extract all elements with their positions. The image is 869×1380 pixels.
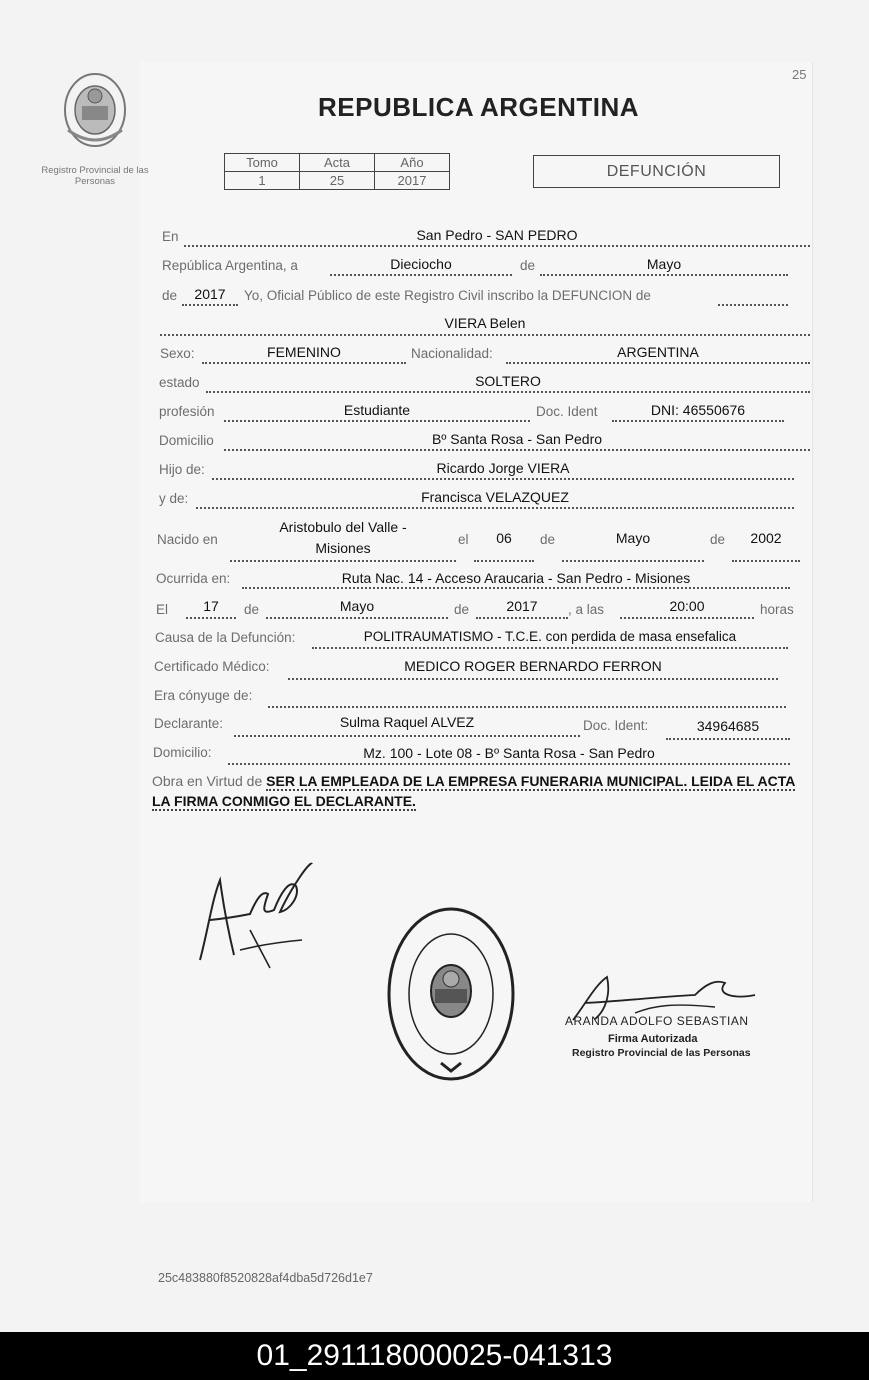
label-estado: estado (159, 375, 200, 390)
obra-value: SER LA EMPLEADA DE LA EMPRESA FUNERARIA MUNICIPAL. LEIDA EL ACTA LA FIRMA CONMIGO EL DECLARANTE. (152, 773, 796, 809)
dotted-line (732, 560, 800, 562)
dotted-line (212, 478, 794, 480)
label-profesion: profesión (159, 404, 215, 419)
acta-value: 25 (300, 172, 375, 190)
dotted-line (234, 735, 580, 737)
dotted-line (230, 560, 456, 562)
label-obra: Obra en Virtud de (152, 773, 263, 789)
label-republica: República Argentina, a (162, 258, 298, 273)
nac-mes-value: Mayo (615, 530, 651, 546)
dotted-line (242, 587, 790, 589)
dotted-line (182, 304, 238, 306)
label-domicilio: Domicilio (159, 433, 214, 448)
madre-value: Francisca VELAZQUEZ (421, 489, 569, 505)
label-de: de (454, 602, 470, 617)
nac-anio-value: 2002 (750, 530, 782, 546)
label-y-de: y de: (159, 491, 189, 506)
official-stamp (385, 905, 517, 1083)
column-header: Acta (300, 154, 375, 172)
hora-value: 20:00 (669, 598, 705, 614)
nac-dia-value: 06 (496, 530, 512, 546)
tomo-acta-anio-table (224, 153, 450, 190)
def-mes-value: Mayo (339, 598, 375, 614)
signer-name: ARANDA ADOLFO SEBASTIAN (565, 1014, 749, 1028)
dia-value: Dieciocho (390, 256, 452, 272)
dotted-line (330, 274, 512, 276)
doc-value: DNI: 46550676 (650, 402, 746, 418)
mes-value: Mayo (646, 256, 682, 272)
padre-value: Ricardo Jorge VIERA (436, 460, 570, 476)
document-hash: 25c483880f8520828af4dba5d726d1e7 (158, 1271, 373, 1285)
dotted-line (206, 391, 810, 393)
label-nacido-en: Nacido en (157, 532, 218, 547)
dotted-line (196, 507, 794, 509)
dotted-line (506, 362, 810, 364)
profesion-value: Estudiante (343, 402, 411, 418)
anio-value: 2017 (194, 286, 226, 302)
label-ocurrida-en: Ocurrida en: (156, 571, 231, 586)
dotted-line (540, 274, 788, 276)
declarante-domicilio-value: Mz. 100 - Lote 08 - Bº Santa Rosa - San Pedro (363, 745, 655, 761)
dotted-line (228, 763, 790, 765)
dotted-line (186, 617, 236, 619)
registry-label: Registro Provincial de las Personas (41, 165, 149, 187)
obra-en-virtud (152, 771, 812, 811)
signer-office: Registro Provincial de las Personas (572, 1047, 751, 1059)
dotted-line (160, 334, 810, 336)
column-header: Tomo (225, 154, 300, 172)
label-sexo: Sexo: (160, 346, 195, 361)
dotted-line (666, 738, 790, 740)
dotted-line (562, 560, 704, 562)
deceased-name: VIERA Belen (444, 315, 526, 331)
declarante-value: Sulma Raquel ALVEZ (339, 714, 475, 730)
label-nacionalidad: Nacionalidad: (411, 346, 493, 361)
lugar-value: San Pedro - SAN PEDRO (416, 227, 578, 243)
dotted-line (718, 304, 788, 306)
label-conyuge: Era cónyuge de: (154, 688, 253, 703)
dotted-line (184, 245, 810, 247)
declarante-doc-value: 34964685 (696, 718, 760, 734)
dotted-line (288, 678, 778, 680)
label-de: de (162, 288, 178, 303)
signer-role: Firma Autorizada (608, 1033, 698, 1045)
causa-value: POLITRAUMATISMO - T.C.E. con perdida de masa ensefalica (363, 629, 737, 644)
nacido-lugar-line1: Aristobulo del Valle - (279, 519, 407, 535)
column-header: Año (375, 154, 450, 172)
label-el: El (156, 602, 169, 617)
sexo-value: FEMENINO (267, 344, 341, 360)
dotted-line (268, 706, 786, 708)
label-domicilio: Domicilio: (153, 745, 212, 760)
label-horas: horas (760, 602, 794, 617)
tomo-value: 1 (225, 172, 300, 190)
label-el: el (458, 532, 469, 547)
document-title: REPUBLICA ARGENTINA (318, 92, 640, 122)
label-certificado: Certificado Médico: (154, 659, 270, 674)
nacido-lugar-line2: Misiones (315, 540, 371, 556)
label-doc-ident: Doc. Ident: (583, 718, 649, 733)
dotted-line (612, 420, 784, 422)
label-hijo-de: Hijo de: (159, 462, 205, 477)
label-doc-ident: Doc. Ident (536, 404, 598, 419)
declarant-signature (190, 850, 320, 970)
dotted-line (224, 420, 530, 422)
domicilio-value: Bº Santa Rosa - San Pedro (431, 431, 603, 447)
dotted-line (474, 560, 534, 562)
def-dia-value: 17 (203, 598, 219, 614)
label-a-las: , a las (568, 602, 605, 617)
dotted-line (476, 617, 568, 619)
def-anio-value: 2017 (506, 598, 538, 614)
label-declarante: Declarante: (154, 716, 224, 731)
document-type-box: DEFUNCIÓN (533, 155, 780, 188)
label-causa: Causa de la Defunción: (155, 630, 296, 645)
coat-of-arms-logo (60, 70, 130, 156)
nacionalidad-value: ARGENTINA (617, 344, 699, 360)
dotted-line (620, 617, 754, 619)
barcode-text: 01_291118000025-041313 (256, 1339, 613, 1372)
estado-value: SOLTERO (475, 373, 541, 389)
label-de: de (244, 602, 260, 617)
label-de: de (710, 532, 726, 547)
ocurrida-value: Ruta Nac. 14 - Acceso Araucaria - San Pedro - Misiones (341, 570, 691, 586)
label-de: de (520, 258, 536, 273)
dotted-line (224, 449, 810, 451)
label-inscribo: Yo, Oficial Público de este Registro Civil inscribo la DEFUNCION de (244, 288, 651, 303)
dotted-line (312, 647, 788, 649)
anio-value: 2017 (375, 172, 450, 190)
dotted-line (202, 362, 406, 364)
dotted-line (266, 617, 448, 619)
label-de: de (540, 532, 556, 547)
page-number: 25 (792, 67, 807, 82)
label-en: En (162, 229, 179, 244)
certificado-value: MEDICO ROGER BERNARDO FERRON (404, 658, 662, 674)
